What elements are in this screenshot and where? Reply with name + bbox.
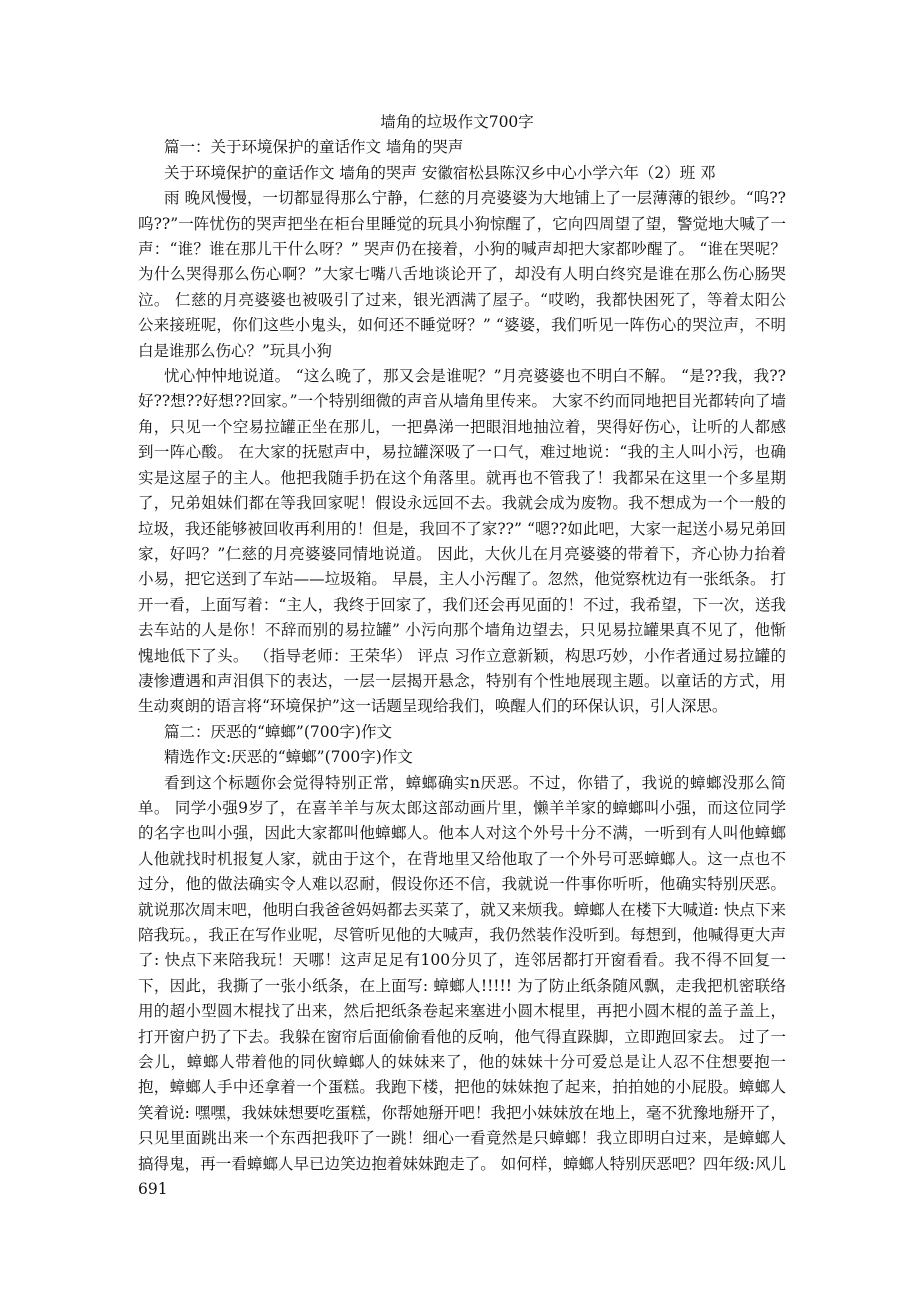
section1-paragraph-2: 忧心忡忡地说道。 “这么晚了，那又会是谁呢？”月亮婆婆也不明白不解。 “是??我，我??好??想??好想??回家。”一个特别细微的声音从墙角里传来。 大家不约而同地把目光都转向了墙角，只见一个空易拉罐正坐在那儿，一把鼻涕一把眼泪地抽泣着，哭得好伤心，让听的人都感到一阵心酸。 在大家的抚慰声中，易拉罐深吸了一口气，难过地说：“我的主人叫小污，也确实是这屋子的主人。他把我随手扔在这个角落里。就再也不管我了！我都呆在这里一个多星期了，兄弟姐妹们都在等我回家呢！假设永远回不去。我就会成为废物。我不想成为一个一般的垃圾，我还能够被回收再利用的！但是，我回不了家??” “嗯??如此吧，大家一起送小易兄弟回家，好吗？”仁慈的月亮婆婆同情地说道。 因此，大伙儿在月亮婆婆的带着下，齐心协力抬着小易，把它送到了车站——垃圾箱。 早晨，主人小污醒了。忽然，他觉察枕边有一张纸条。 打开一看，上面写着：“主人，我终于回家了，我们还会再见面的！不过，我希望，下一次，送我去车站的人是你！不辞而别的易拉罐” 小污向那个墙角边望去，只见易拉罐果真不见了，他惭愧地低下了头。 （指导老师：王荣华） 评点 习作立意新颖，构思巧妙，小作者通过易拉罐的凄惨遭遇和声泪俱下的表达，一层一层揭开悬念，特别有个性地展现主题。以童话的方式，用生动爽朗的语言将“环境保护”这一话题呈现给我们，唤醒人们的环保认识，引人深思。	[138, 367, 786, 716]
section2-paragraph-1: 看到这个标题你会觉得特别正常，蟑螂确实n厌恶。不过，你错了，我说的蟑螂没那么简单。 同学小强9岁了，在喜羊羊与灰太郎这部动画片里，懒羊羊家的蟑螂叫小强，而这位同学的名字也叫小强，因此大家都叫他蟑螂人。他本人对这个外号十分不满，一听到有人叫他蟑螂人他就找时机报复人家，就由于这个，在背地里又给他取了一个外号可恶蟑螂人。这一点也不过分，他的做法确实令人难以忍耐，假设你还不信，我就说一件事你听听，他确实特别厌恶。 就说那次周末吧，他明白我爸爸妈妈都去买菜了，就又来烦我。蟑螂人在楼下大喊道: 快点下来陪我玩。，我正在写作业呢，尽管听见他的大喊声，我仍然装作没听到。每想到，他喊得更大声了: 快点下来陪我玩！天哪！这声足足有100分贝了，连邻居都打开窗看看。我不得不回复一下，因此，我撕了一张小纸条，在上面写: 蟑螂人!!!!! 为了防止纸条随风飘，走我把机密联络用的超小型圆木棍找了出来，然后把纸条卷起来塞进小圆木棍里，再把小圆木棍的盖子盖上，打开窗户扔了下去。我躲在窗帘后面偷偷看他的反响，他气得直跺脚，立即跑回家去。 过了一会儿，蟑螂人带着他的同伙蟑螂人的妹妹来了，他的妹妹十分可爱总是让人忍不住想要抱一抱，蟑螂人手中还拿着一个蛋糕。我跑下楼，把他的妹妹抱了起来，拍拍她的小屁股。蟑螂人笑着说: 嘿嘿，我妹妹想要吃蛋糕，你帮她掰开吧！我把小妹妹放在地上，毫不犹豫地掰开了，只见里面跳出来一个东西把我吓了一跳！细心一看竟然是只蟑螂！我立即明白过来，是蟑螂人搞得鬼，再一看蟑螂人早已边笑边抱着妹妹跑走了。 如何样，蟑螂人特别厌恶吧？四年级:风儿691	[138, 773, 786, 1199]
document-title: 墙角的垃圾作文700字	[380, 113, 534, 131]
section1-paragraph-1: 雨 晚风慢慢，一切都显得那么宁静，仁慈的月亮婆婆为大地铺上了一层薄薄的银纱。“呜??呜??”一阵忧伤的哭声把坐在柜台里睡觉的玩具小狗惊醒了，它向四周望了望，警觉地大喊了一声：“谁？谁在那儿干什么呀？” 哭声仍在接着，小狗的喊声却把大家都吵醒了。 “谁在哭呢？为什么哭得那么伤心啊？”大家七嘴八舌地谈论开了，却没有人明白终究是谁在那么伤心肠哭泣。 仁慈的月亮婆婆也被吸引了过来，银光洒满了屋子。“哎哟，我都快困死了，等着太阳公公来接班呢，你们这些小鬼头，如何还不睡觉呀？” “婆婆，我们听见一阵伤心的哭泣声，不明白是谁那么伤心？”玩具小狗	[138, 189, 786, 360]
section2-heading: 篇二：厌恶的“蟑螂”(700字)作文	[164, 722, 393, 741]
section2-subheading: 精选作文:厌恶的“蟑螂”(700字)作文	[164, 748, 413, 767]
document-page	[138, 110, 786, 1202]
section1-heading: 篇一：关于环境保护的童话作文 墙角的哭声	[164, 138, 464, 157]
section1-subheading: 关于环境保护的童话作文 墙角的哭声 安徽宿松县陈汉乡中心小学六年（2）班 邓	[164, 163, 716, 182]
